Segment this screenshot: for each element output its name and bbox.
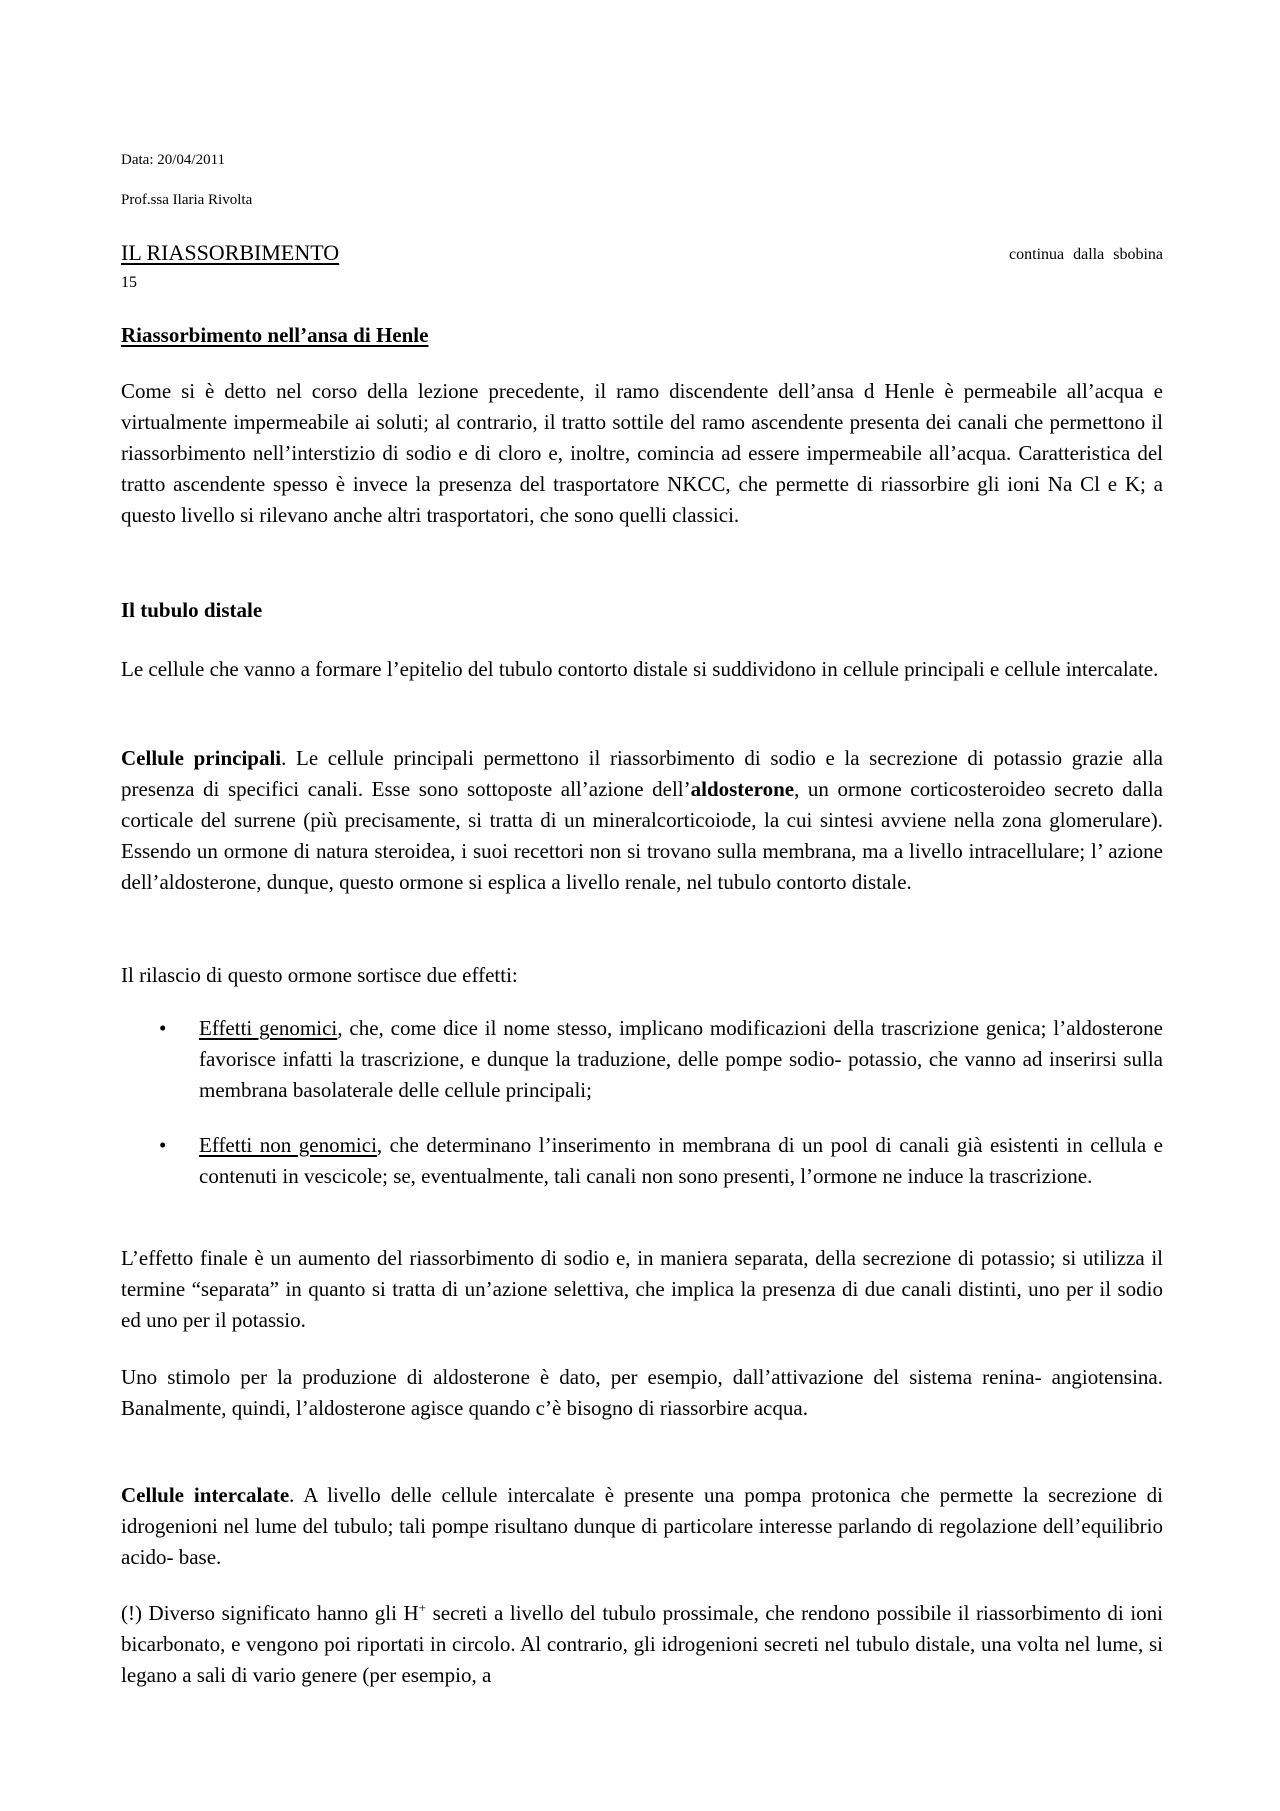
bullet-icon: • [159, 1133, 167, 1157]
nota-text: secreti a livello del tubulo prossimale, che rendono possibile il riassorbimento di ioni bicarbonato, e vengono poi riportati in circolo. Al contrario, gli idrogenioni secreti nel tubulo distale, una volta nel lume, si legano a sali di vario genere (per esempio, a [121, 1601, 1163, 1687]
effect-text: , che determinano l’inserimento in membrana di un pool di canali già esistenti in cellula e contenuti in vescicole; se, eventualmente, tali canali non sono presenti, l’ormone ne induce la trascrizione. [199, 1133, 1163, 1188]
paragraph-distale-intro: Le cellule che vanno a formare l’epitelio del tubulo contorto distale si suddividono in cellule principali e cellule intercalate. [121, 657, 1159, 681]
bullet-icon: • [159, 1016, 167, 1040]
section-heading-henle: Riassorbimento nell’ansa di Henle [121, 323, 429, 347]
page-number: 15 [121, 274, 137, 291]
paragraph-rilascio: Il rilascio di questo ormone sortisce due effetti: [121, 963, 518, 987]
cellule-intercalate-label: Cellule intercalate [121, 1483, 290, 1507]
document-title: IL RIASSORBIMENTO [121, 240, 340, 265]
effect-text: , che, come dice il nome stesso, implicano modificazioni della trascrizione genica; l’aldosterone favorisce infatti la trascrizione, e dunque la traduzione, delle pompe sodio- potassio, che vanno ad inserirsi sulla membrana basolaterale delle cellule principali; [199, 1016, 1163, 1102]
lecture-date: Data: 20/04/2011 [121, 152, 226, 168]
cellule-principali-text-2: , un ormone corticosteroideo secreto dalla corticale del surrene (più precisamente, si tratta di un mineralcorticoiode, la cui sintesi avviene nella zona glomerulare). Essendo un ormone di natura steroidea, i suoi recettori non si trovano sulla membrana, ma a livello intracellulare; l’ azione dell’aldosterone, dunque, questo ormone si esplica a livello renale, nel tubulo contorto distale. [121, 777, 1163, 894]
paragraph-nota [121, 1598, 1163, 1691]
paragraph-cellule-principali [121, 743, 1163, 898]
cellule-principali-text-1: . Le cellule principali permettono il riassorbimento di sodio e la secrezione di potassio grazie alla presenza di specifici canali. Esse sono sottoposte all’azione dell’ [121, 746, 1163, 801]
professor-name: Prof.ssa Ilaria Rivolta [121, 192, 253, 208]
effects-list [121, 1013, 1163, 1192]
list-item [121, 1130, 1163, 1192]
paragraph-stimolo: Uno stimolo per la produzione di aldosterone è dato, per esempio, dall’attivazione del sistema renina- angiotensina. Banalmente, quindi, l’aldosterone agisce quando c’è bisogno di riassorbire acqua. [121, 1365, 1163, 1420]
effect-label: Effetti non genomici [199, 1133, 377, 1157]
superscript-plus: + [418, 1600, 427, 1615]
cellule-intercalate-text: . A livello delle cellule intercalate è presente una pompa protonica che permette la secrezione di idrogenioni nel lume del tubulo; tali pompe risultano dunque di particolare interesse parlando di regolazione dell’equilibrio acido- base. [121, 1483, 1163, 1569]
paragraph-effetto-finale: L’effetto finale è un aumento del riassorbimento di sodio e, in maniera separata, della secrezione di potassio; si utilizza il termine “separata” in quanto si tratta di un’azione selettiva, che implica la presenza di due canali distinti, uno per il sodio ed uno per il potassio. [121, 1246, 1163, 1332]
nota-prefix: (!) Diverso significato hanno gli H [121, 1601, 419, 1625]
continuation-note: continua dalla sbobina [1009, 246, 1163, 263]
paragraph-cellule-intercalate [121, 1480, 1163, 1573]
cellule-principali-label: Cellule principali [121, 746, 282, 770]
paragraph-henle: Come si è detto nel corso della lezione precedente, il ramo discendente dell’ansa d Henle è permeabile all’acqua e virtualmente impermeabile ai soluti; al contrario, il tratto sottile del ramo ascendente presenta dei canali che permettono il riassorbimento nell’interstizio di sodio e di cloro e, inoltre, comincia ad essere impermeabile all’acqua. Caratteristica del tratto ascendente spesso è invece la presenza del trasportatore NKCC, che permette di riassorbire gli ioni Na Cl e K; a questo livello si rilevano anche altri trasportatori, che sono quelli classici. [121, 379, 1163, 527]
title-row [121, 240, 1163, 274]
aldosterone-label: aldosterone [690, 777, 795, 801]
effect-label: Effetti genomici [199, 1016, 338, 1040]
section-heading-distale: Il tubulo distale [121, 598, 263, 622]
list-item [121, 1013, 1163, 1106]
